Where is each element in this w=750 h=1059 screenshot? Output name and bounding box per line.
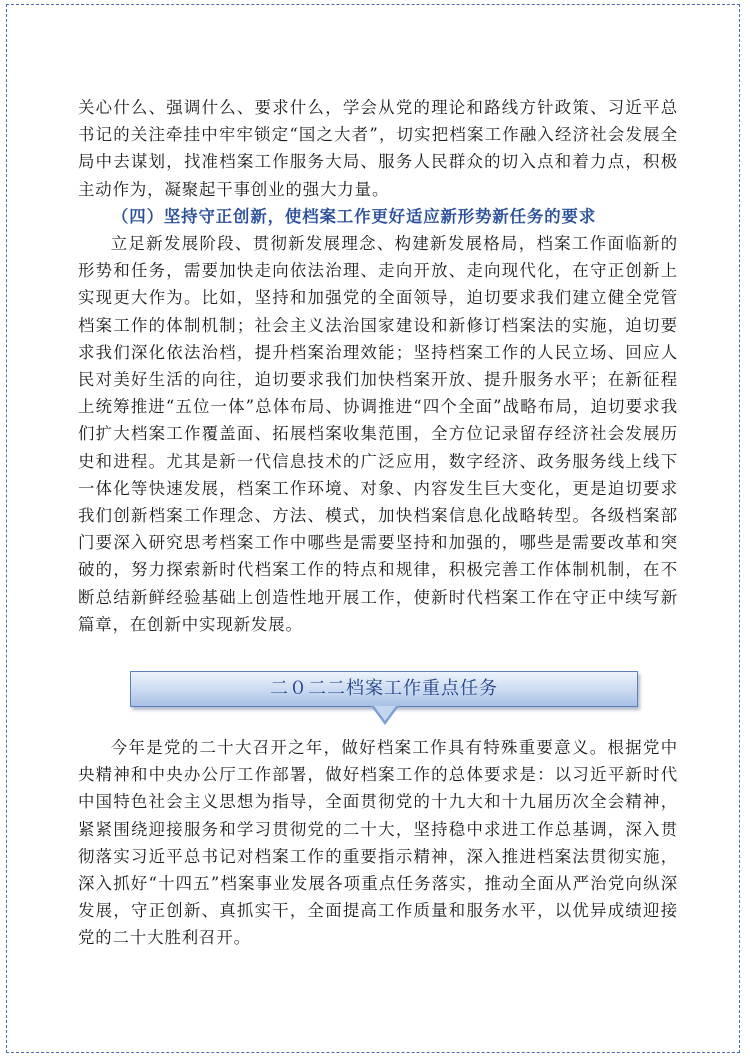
bottom-text-block [78,734,678,952]
top-text-block [78,94,678,638]
banner-title: 二０二二档案工作重点任务 [130,671,638,707]
overall-requirements-paragraph: 今年是党的二十大召开之年，做好档案工作具有特殊重要意义。根据党中央精神和中央办公厅工作部署，做好档案工作的总体要求是：以习近平新时代中国特色社会主义思想为指导，全面贯彻党的十九大和十九届历次全会精神，紧紧围绕迎接服务和学习贯彻党的二十大，坚持稳中求进工作总基调，深入贯彻落实习近平总书记对档案工作的重要指示精神，深入推进档案法贯彻实施，深入抓好“十四五”档案事业发展各项重点任务落实，推动全面从严治党向纵深发展，守正创新、真抓实干，全面提高工作质量和服务水平，以优异成绩迎接党的二十大胜利召开。 [78,738,678,948]
banner-arrow-inner-icon [374,706,396,721]
section-banner [130,671,638,727]
section-heading-four: （四）坚持守正创新，使档案工作更好适应新形势新任务的要求 [112,206,597,226]
section-paragraph: 立足新发展阶段、贯彻新发展理念、构建新发展格局，档案工作面临新的形势和任务，需要加快走向依法治理、走向开放、走向现代化，在守正创新上实现更大作为。比如，坚持和加强党的全面领导，迫切要求我们建立健全党管档案工作的体制机制；社会主义法治国家建设和新修订档案法的实施，迫切要求我们深化依法治档，提升档案治理效能；坚持档案工作的人民立场、回应人民对美好生活的向往，迫切要求我们加快档案开放、提升服务水平；在新征程上统筹推进“五位一体”总体布局、协调推进“四个全面”战略布局，迫切要求我们扩大档案工作覆盖面、拓展档案收集范围，全方位记录留存经济社会发展历史和进程。尤其是新一代信息技术的广泛应用，数字经济、政务服务线上线下一体化等快速发展，档案工作环境、对象、内容发生巨大变化，更是迫切要求我们创新档案工作理念、方法、模式，加快档案信息化战略转型。各级档案部门要深入研究思考档案工作中哪些是需要坚持和加强的，哪些是需要改革和突破的，努力探索新时代档案工作的特点和规律，积极完善工作体制机制，在不断总结新鲜经验基础上创造性地开展工作，使新时代档案工作在守正中续写新篇章，在创新中实现新发展。 [78,234,678,634]
continued-paragraph: 关心什么、强调什么、要求什么，学会从党的理论和路线方针政策、习近平总书记的关注牵挂中牢牢锁定“国之大者”，切实把档案工作融入经济社会发展全局中去谋划，找准档案工作服务大局、服务人民群众的切入点和着力点，积极主动作为，凝聚起干事创业的强大力量。 [78,98,678,199]
